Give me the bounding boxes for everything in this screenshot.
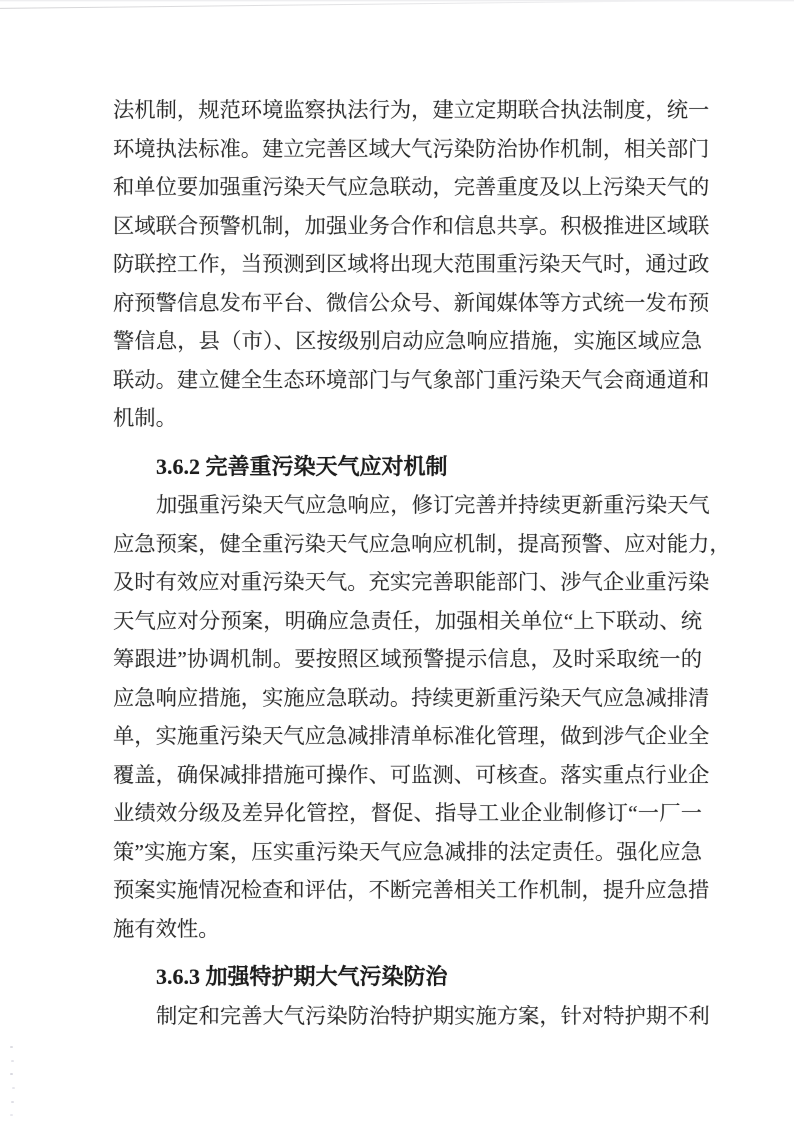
- paragraph-continued: [113, 91, 710, 438]
- paragraph-section-3-6-2: [113, 486, 731, 948]
- body-text-line: 及时有效应对重污染天气。充实完善职能部门、涉气企业重污染: [113, 570, 710, 594]
- body-text-line: 预案实施情况检查和评估，不断完善相关工作机制，提升应急措: [113, 878, 710, 902]
- body-text-line: 施有效性。: [113, 916, 220, 941]
- body-text-line: 防联控工作，当预测到区域将出现大范围重污染天气时，通过政: [113, 252, 710, 276]
- body-text-line: 区域联合预警机制，加强业务合作和信息共享。积极推进区域联: [113, 213, 710, 238]
- body-text-line: 应急预案，健全重污染天气应急响应机制，提高预警、应对能力，: [113, 531, 731, 556]
- body-text-line: 策”实施方案，压实重污染天气应急减排的法定责任。强化应急: [113, 839, 702, 864]
- section-heading-3-6-2: 3.6.2 完善重污染天气应对机制: [156, 453, 448, 479]
- body-text-line: 府预警信息发布平台、微信公众号、新闻媒体等方式统一发布预: [113, 290, 710, 315]
- body-text-line: 和单位要加强重污染天气应急联动，完善重度及以上污染天气的: [113, 175, 710, 199]
- body-text-line: 法机制，规范环境监察执法行为，建立定期联合执法制度，统一: [113, 98, 710, 122]
- body-text-line: 筹跟进”协调机制。要按照区域预警提示信息，及时采取统一的: [113, 647, 702, 671]
- body-text-line: 单，实施重污染天气应急减排清单标准化管理，做到涉气企业全: [113, 724, 710, 748]
- scan-speckle-artifact: [10, 1046, 13, 1048]
- body-text-line: 警信息，县（市）、区按级别启动应急响应措施，实施区域应急: [113, 329, 702, 353]
- body-text-line: 天气应对分预案，明确应急责任，加强相关单位“上下联动、统: [113, 608, 702, 633]
- document-body: [113, 91, 731, 1035]
- body-text-line: 制定和完善大气污染防治特护期实施方案，针对特护期不利: [156, 1003, 710, 1028]
- body-text-line: 联动。建立健全生态环境部门与气象部门重污染天气会商通道和: [113, 367, 710, 392]
- body-text-line: 机制。: [113, 406, 177, 430]
- section-heading-3-6-3: 3.6.3 加强特护期大气污染防治: [156, 964, 448, 989]
- paragraph-section-3-6-3: [113, 997, 710, 1036]
- body-text-line: 应急响应措施，实施应急联动。持续更新重污染天气应急减排清: [113, 685, 710, 710]
- body-text-line: 覆盖，确保减排措施可操作、可监测、可核查。落实重点行业企: [113, 762, 710, 787]
- body-text-line: 业绩效分级及差异化管控，督促、指导工业企业制修订“一厂一: [113, 801, 702, 825]
- body-text-line: 环境执法标准。建立完善区域大气污染防治协作机制，相关部门: [113, 136, 710, 161]
- body-text-line: 加强重污染天气应急响应，修订完善并持续更新重污染天气: [156, 493, 710, 517]
